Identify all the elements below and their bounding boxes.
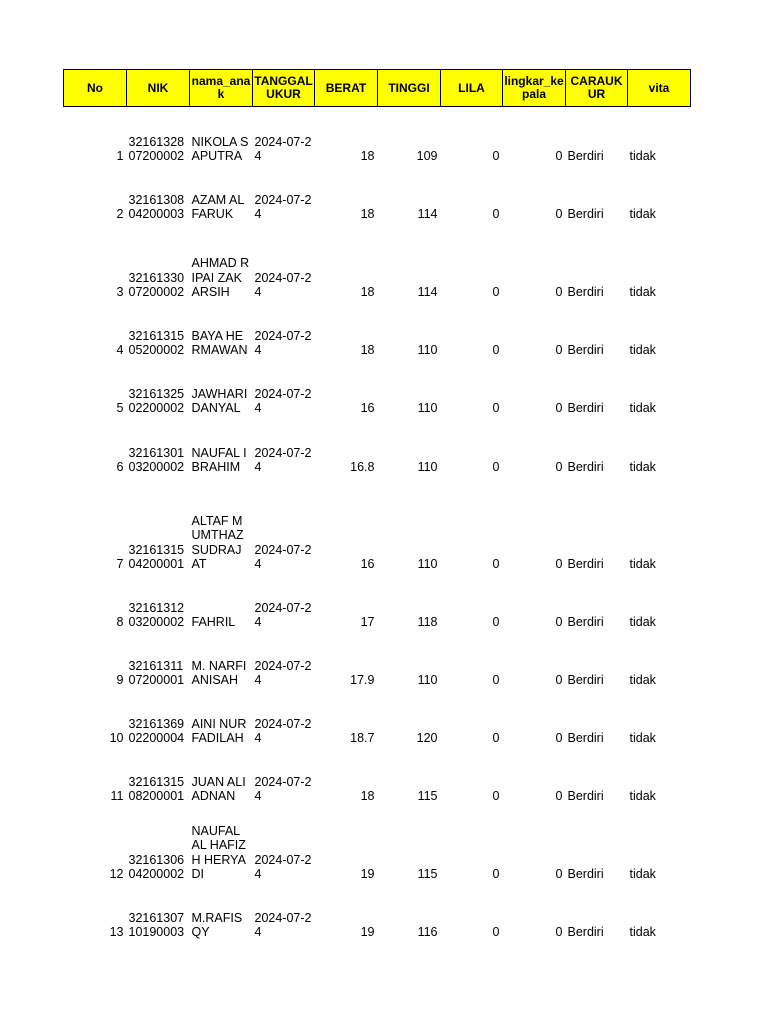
cell-nama-anak: FAHRIL bbox=[191, 615, 236, 630]
cell-lingkar-kepala: 0 bbox=[555, 789, 563, 804]
cell-nik: 3216131203200002 bbox=[128, 600, 185, 630]
table-row bbox=[64, 107, 691, 165]
cell-tanggal-ukur: 2024-07-24 bbox=[254, 852, 312, 882]
cell-no: 3 bbox=[116, 285, 124, 300]
cell-no: 9 bbox=[116, 673, 124, 688]
cell-no: 6 bbox=[116, 460, 124, 475]
cell-nama-anak: NIKOLA SAPUTRA bbox=[191, 134, 249, 164]
cell-cara-ukur: Berdiri bbox=[567, 343, 604, 358]
cell-vita: tidak bbox=[629, 285, 656, 300]
cell-berat: 18 bbox=[360, 285, 375, 300]
cell-tanggal-ukur: 2024-07-24 bbox=[254, 716, 312, 746]
cell-lingkar-kepala: 0 bbox=[555, 615, 563, 630]
cell-tanggal-ukur: 2024-07-24 bbox=[254, 542, 312, 572]
cell-tanggal-ukur: 2024-07-24 bbox=[254, 192, 312, 222]
cell-tinggi: 114 bbox=[417, 207, 438, 222]
cell-cara-ukur: Berdiri bbox=[567, 285, 604, 300]
cell-tanggal-ukur: 2024-07-24 bbox=[254, 600, 312, 630]
cell-lila: 0 bbox=[492, 460, 500, 475]
cell-lingkar-kepala: 0 bbox=[555, 867, 563, 882]
cell-lila: 0 bbox=[492, 207, 500, 222]
cell-no: 11 bbox=[110, 789, 124, 804]
cell-cara-ukur: Berdiri bbox=[567, 207, 604, 222]
cell-tanggal-ukur: 2024-07-24 bbox=[254, 658, 312, 688]
table-row bbox=[64, 417, 691, 476]
cell-tanggal-ukur: 2024-07-24 bbox=[254, 270, 312, 300]
table-row bbox=[64, 689, 691, 747]
cell-vita: tidak bbox=[629, 401, 656, 416]
cell-vita: tidak bbox=[629, 925, 656, 940]
cell-nik: 3216131508200001 bbox=[128, 774, 185, 804]
table-row bbox=[64, 883, 691, 941]
cell-lila: 0 bbox=[492, 925, 500, 940]
cell-nama-anak: BAYA HERMAWAN bbox=[191, 328, 248, 358]
table-row bbox=[64, 223, 691, 301]
cell-tinggi: 110 bbox=[417, 343, 438, 358]
cell-no: 12 bbox=[109, 867, 124, 882]
cell-nik: 3216131505200002 bbox=[128, 328, 185, 358]
header-lingkar-kepala: lingkar_kepala bbox=[503, 70, 566, 107]
cell-lingkar-kepala: 0 bbox=[555, 343, 563, 358]
cell-berat: 17.9 bbox=[350, 673, 375, 688]
cell-cara-ukur: Berdiri bbox=[567, 673, 604, 688]
cell-lila: 0 bbox=[492, 731, 500, 746]
cell-berat: 17 bbox=[360, 615, 375, 630]
cell-nik: 3216130604200002 bbox=[128, 852, 185, 882]
cell-cara-ukur: Berdiri bbox=[567, 867, 604, 882]
header-no: No bbox=[64, 70, 127, 107]
cell-vita: tidak bbox=[629, 673, 656, 688]
data-table bbox=[63, 69, 691, 941]
cell-nama-anak: AHMAD RIPAI ZAKARSIH bbox=[191, 256, 250, 300]
cell-no: 1 bbox=[116, 149, 124, 164]
cell-nik: 3216132807200002 bbox=[128, 134, 185, 164]
cell-berat: 18 bbox=[360, 789, 375, 804]
cell-lingkar-kepala: 0 bbox=[555, 285, 563, 300]
cell-nik: 3216132502200002 bbox=[128, 386, 185, 416]
cell-vita: tidak bbox=[629, 867, 656, 882]
cell-lila: 0 bbox=[492, 149, 500, 164]
cell-berat: 19 bbox=[360, 925, 375, 940]
cell-vita: tidak bbox=[629, 149, 656, 164]
cell-tinggi: 109 bbox=[416, 149, 438, 164]
cell-vita: tidak bbox=[629, 207, 656, 222]
cell-berat: 18 bbox=[360, 207, 375, 222]
cell-no: 2 bbox=[116, 207, 124, 222]
cell-tinggi: 115 bbox=[417, 789, 438, 804]
cell-berat: 18 bbox=[360, 149, 375, 164]
cell-tinggi: 110 bbox=[417, 557, 438, 572]
header-tinggi: TINGGI bbox=[378, 70, 441, 107]
header-lila: LILA bbox=[441, 70, 503, 107]
table-row bbox=[64, 165, 691, 223]
cell-nama-anak: NAUFAL IBRAHIM bbox=[191, 445, 247, 475]
cell-cara-ukur: Berdiri bbox=[567, 615, 604, 630]
cell-lila: 0 bbox=[492, 615, 500, 630]
cell-tinggi: 115 bbox=[417, 867, 438, 882]
cell-nik: 3216130103200002 bbox=[128, 445, 185, 475]
header-tanggal-ukur: TANGGAL UKUR bbox=[253, 70, 315, 107]
cell-vita: tidak bbox=[629, 789, 656, 804]
cell-lila: 0 bbox=[492, 867, 500, 882]
cell-tinggi: 110 bbox=[417, 673, 438, 688]
cell-tinggi: 116 bbox=[417, 925, 438, 940]
cell-berat: 19 bbox=[360, 867, 375, 882]
cell-nama-anak: AZAM ALFARUK bbox=[191, 192, 245, 222]
cell-no: 8 bbox=[116, 615, 124, 630]
cell-tanggal-ukur: 2024-07-24 bbox=[254, 328, 312, 358]
cell-berat: 18.7 bbox=[350, 731, 375, 746]
cell-cara-ukur: Berdiri bbox=[567, 925, 604, 940]
table-row bbox=[64, 631, 691, 689]
cell-lingkar-kepala: 0 bbox=[555, 460, 563, 475]
cell-nama-anak: JUAN ALI ADNAN bbox=[191, 774, 246, 804]
table-body bbox=[64, 107, 691, 941]
header-vita: vita bbox=[628, 70, 691, 107]
table-row bbox=[64, 573, 691, 631]
cell-lingkar-kepala: 0 bbox=[555, 401, 563, 416]
cell-vita: tidak bbox=[629, 731, 656, 746]
header-cara-ukur: CARAUKUR bbox=[566, 70, 628, 107]
cell-cara-ukur: Berdiri bbox=[567, 149, 604, 164]
cell-lila: 0 bbox=[492, 401, 500, 416]
header-nik: NIK bbox=[127, 70, 190, 107]
cell-nik: 3216131107200001 bbox=[128, 658, 185, 688]
cell-berat: 16 bbox=[360, 401, 375, 416]
cell-lingkar-kepala: 0 bbox=[555, 207, 563, 222]
cell-tanggal-ukur: 2024-07-24 bbox=[254, 774, 312, 804]
cell-tinggi: 110 bbox=[417, 460, 438, 475]
cell-nik: 3216130804200003 bbox=[128, 192, 185, 222]
cell-vita: tidak bbox=[629, 557, 656, 572]
cell-berat: 16 bbox=[360, 557, 375, 572]
cell-tanggal-ukur: 2024-07-24 bbox=[254, 134, 312, 164]
table-row bbox=[64, 747, 691, 805]
cell-cara-ukur: Berdiri bbox=[567, 731, 604, 746]
cell-vita: tidak bbox=[629, 615, 656, 630]
cell-nik: 3216133007200002 bbox=[128, 270, 185, 300]
cell-nik: 3216130710190003 bbox=[128, 910, 185, 940]
cell-berat: 16.8 bbox=[350, 460, 375, 475]
cell-no: 13 bbox=[109, 925, 124, 940]
cell-cara-ukur: Berdiri bbox=[567, 557, 604, 572]
cell-tanggal-ukur: 2024-07-24 bbox=[254, 445, 312, 475]
cell-nama-anak: AINI NUR FADILAH bbox=[191, 716, 247, 746]
cell-lila: 0 bbox=[492, 673, 500, 688]
cell-lila: 0 bbox=[492, 343, 500, 358]
cell-lingkar-kepala: 0 bbox=[555, 557, 563, 572]
cell-cara-ukur: Berdiri bbox=[567, 789, 604, 804]
header-nama-anak: nama_anak bbox=[190, 70, 253, 107]
cell-lila: 0 bbox=[492, 285, 500, 300]
cell-nama-anak: M.RAFISQY bbox=[191, 910, 243, 940]
cell-nama-anak: JAWHARI DANYAL bbox=[191, 386, 248, 416]
header-berat: BERAT bbox=[315, 70, 378, 107]
cell-lingkar-kepala: 0 bbox=[555, 149, 563, 164]
cell-tinggi: 120 bbox=[416, 731, 438, 746]
cell-no: 7 bbox=[116, 557, 124, 572]
header-row bbox=[64, 70, 691, 107]
cell-lingkar-kepala: 0 bbox=[555, 925, 563, 940]
cell-vita: tidak bbox=[629, 460, 656, 475]
cell-nama-anak: NAUFAL AL HAFIZH HERYADI bbox=[191, 823, 246, 882]
cell-tinggi: 114 bbox=[417, 285, 438, 300]
table-row bbox=[64, 805, 691, 883]
table-row bbox=[64, 476, 691, 573]
table-row bbox=[64, 359, 691, 417]
cell-no: 5 bbox=[116, 401, 124, 416]
cell-nik: 3216131504200001 bbox=[128, 542, 185, 572]
cell-tanggal-ukur: 2024-07-24 bbox=[254, 386, 312, 416]
cell-tinggi: 118 bbox=[417, 615, 438, 630]
cell-no: 10 bbox=[109, 731, 124, 746]
cell-cara-ukur: Berdiri bbox=[567, 460, 604, 475]
cell-lingkar-kepala: 0 bbox=[555, 673, 563, 688]
cell-nik: 3216136902200004 bbox=[128, 716, 185, 746]
cell-berat: 18 bbox=[360, 343, 375, 358]
cell-vita: tidak bbox=[629, 343, 656, 358]
cell-lingkar-kepala: 0 bbox=[555, 731, 563, 746]
cell-no: 4 bbox=[116, 343, 124, 358]
cell-nama-anak: M. NARFI ANISAH bbox=[191, 658, 247, 688]
cell-lila: 0 bbox=[492, 789, 500, 804]
cell-cara-ukur: Berdiri bbox=[567, 401, 604, 416]
cell-lila: 0 bbox=[492, 557, 500, 572]
cell-tinggi: 110 bbox=[417, 401, 438, 416]
cell-nama-anak: ALTAF MUMTHAZ SUDRAJAT bbox=[191, 513, 244, 572]
table-row bbox=[64, 301, 691, 359]
cell-tanggal-ukur: 2024-07-24 bbox=[254, 910, 312, 940]
